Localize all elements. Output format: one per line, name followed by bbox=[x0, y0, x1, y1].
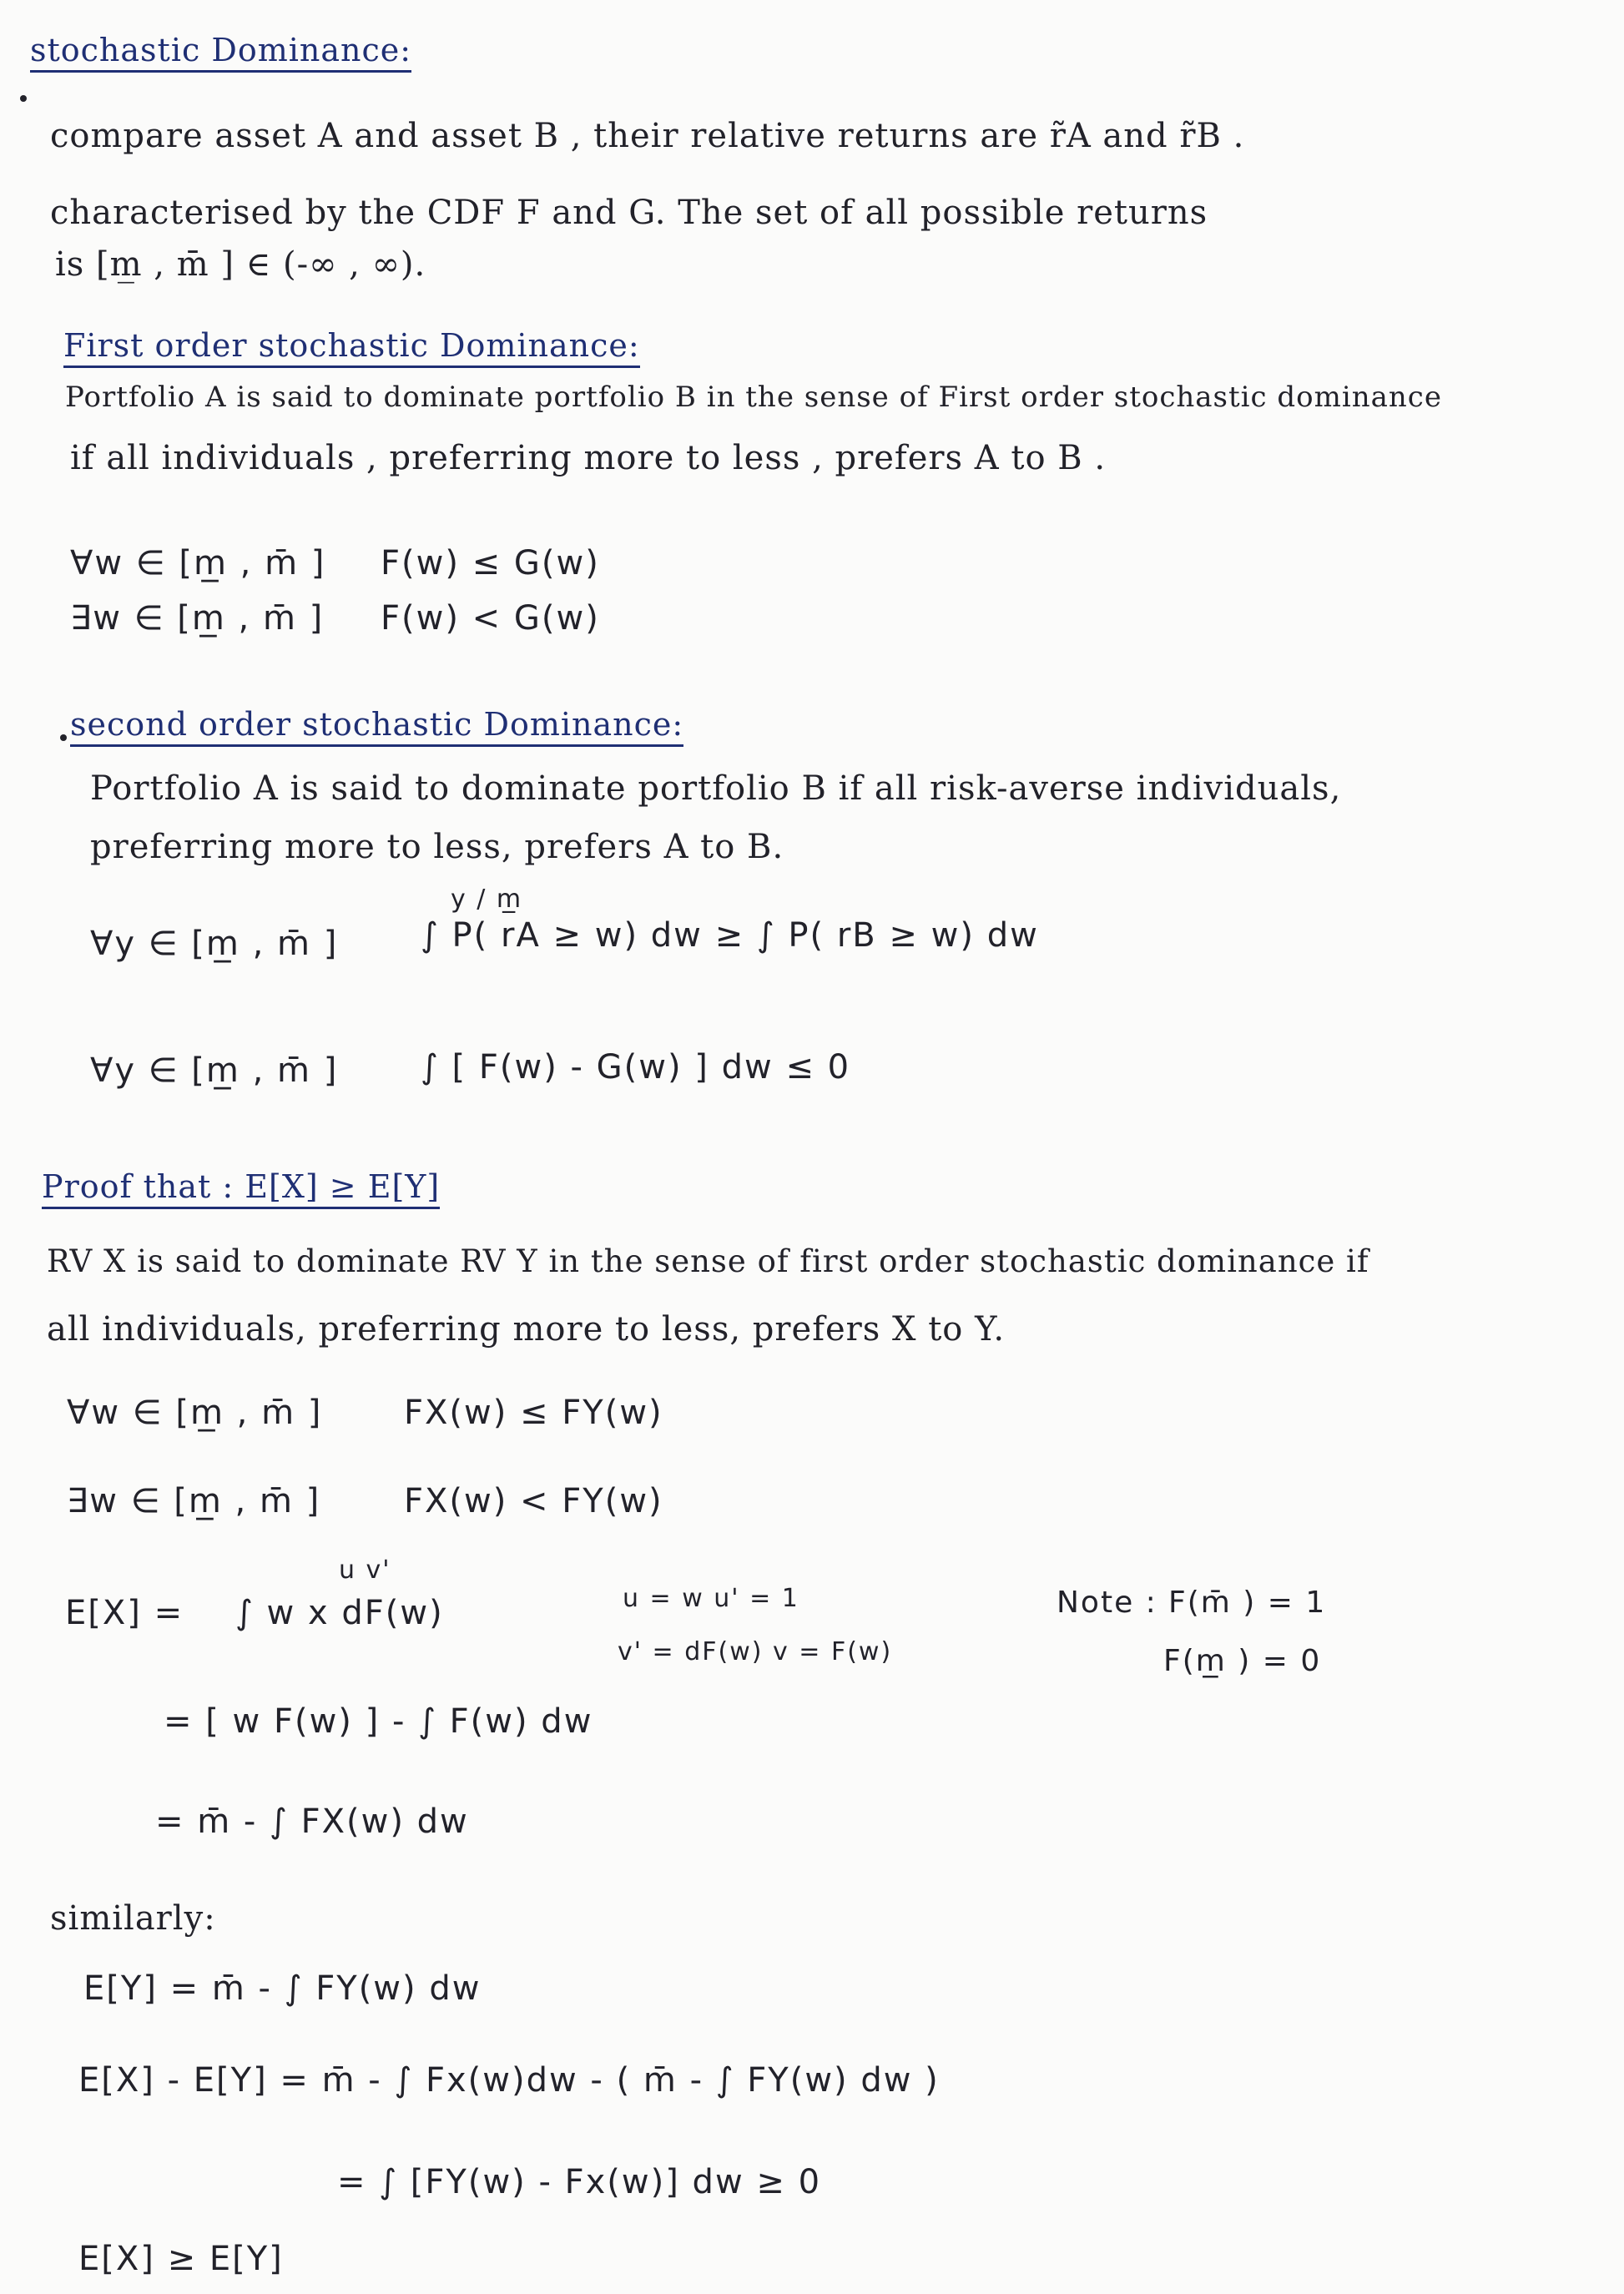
sosd-cond1-quantifier: ∀y ∈ [m̲ , m̄ ] bbox=[90, 925, 339, 963]
sosd-line-1: Portfolio A is said to dominate portfolio B if all risk-averse individuals, bbox=[90, 769, 1342, 808]
heading-stochastic-dominance: stochastic Dominance: bbox=[30, 32, 411, 73]
proof-cond2-quantifier: ∃w ∈ [m̲ , m̄ ] bbox=[67, 1482, 321, 1520]
margin-dot bbox=[20, 95, 27, 102]
heading-second-order: second order stochastic Dominance: bbox=[70, 706, 683, 747]
proof-cond1-expression: FX(w) ≤ FY(w) bbox=[404, 1394, 663, 1432]
fosd-line-1: Portfolio A is said to dominate portfolio B in the sense of First order stochastic dominance bbox=[65, 381, 1442, 414]
fosd-cond2-expression: F(w) < G(w) bbox=[381, 599, 600, 638]
heading-proof: Proof that : E[X] ≥ E[Y] bbox=[42, 1168, 440, 1209]
intro-line-3: is [m̲ , m̄ ] ∈ (-∞ , ∞). bbox=[55, 245, 426, 284]
similarly-label: similarly: bbox=[50, 1899, 216, 1938]
intro-line-2: characterised by the CDF F and G. The set of all possible returns bbox=[50, 194, 1208, 232]
ex-rhs: ∫ w x dF(w) bbox=[235, 1594, 444, 1632]
margin-dot bbox=[60, 734, 67, 741]
proof-step-3: = m̄ - ∫ FX(w) dw bbox=[155, 1802, 469, 1841]
fosd-line-2: if all individuals , preferring more to less , prefers A to B . bbox=[70, 439, 1107, 477]
conclusion: E[X] ≥ E[Y] bbox=[78, 2240, 284, 2278]
heading-first-order: First order stochastic Dominance: bbox=[63, 327, 640, 368]
sosd-line-2: preferring more to less, prefers A to B. bbox=[90, 828, 784, 866]
difference-expression: E[X] - E[Y] = m̄ - ∫ Fx(w)dw - ( m̄ - ∫ FY(w) dw ) bbox=[78, 2061, 940, 2100]
sosd-cond1-expression: ∫ P( rA ≥ w) dw ≥ ∫ P( rB ≥ w) dw bbox=[421, 916, 1039, 955]
fosd-cond2-quantifier: ∃w ∈ [m̲ , m̄ ] bbox=[70, 599, 325, 638]
proof-uv-labels: u v' bbox=[339, 1555, 391, 1585]
proof-line-2: all individuals, preferring more to less, prefers X to Y. bbox=[47, 1310, 1006, 1349]
fosd-cond1-expression: F(w) ≤ G(w) bbox=[381, 544, 600, 582]
sosd-cond2-quantifier: ∀y ∈ [m̲ , m̄ ] bbox=[90, 1051, 339, 1090]
fosd-cond1-quantifier: ∀w ∈ [m̲ , m̄ ] bbox=[70, 544, 326, 582]
proof-cond1-quantifier: ∀w ∈ [m̲ , m̄ ] bbox=[67, 1394, 323, 1432]
note-line-1: F(m̄ ) = 1 bbox=[1168, 1586, 1327, 1620]
sosd-cond1-limits: y / m̲ bbox=[451, 885, 523, 914]
ex-lhs: E[X] = bbox=[65, 1594, 184, 1632]
proof-step-2: = [ w F(w) ] - ∫ F(w) dw bbox=[164, 1702, 593, 1741]
proof-cond2-expression: FX(w) < FY(w) bbox=[404, 1482, 663, 1520]
difference-result: = ∫ [FY(w) - Fx(w)] dw ≥ 0 bbox=[337, 2163, 822, 2201]
parts-line-2: v' = dF(w) v = F(w) bbox=[618, 1637, 893, 1666]
ey-expression: E[Y] = m̄ - ∫ FY(w) dw bbox=[83, 1969, 482, 2008]
note-label: Note : bbox=[1057, 1586, 1157, 1620]
proof-line-1: RV X is said to dominate RV Y in the sense of first order stochastic dominance if bbox=[47, 1243, 1369, 1279]
intro-line-1: compare asset A and asset B , their relative returns are r̃A and r̃B . bbox=[50, 117, 1245, 155]
sosd-cond2-expression: ∫ [ F(w) - G(w) ] dw ≤ 0 bbox=[421, 1048, 851, 1086]
parts-line-1: u = w u' = 1 bbox=[623, 1584, 799, 1613]
note-line-2: F(m̲ ) = 0 bbox=[1163, 1644, 1322, 1678]
